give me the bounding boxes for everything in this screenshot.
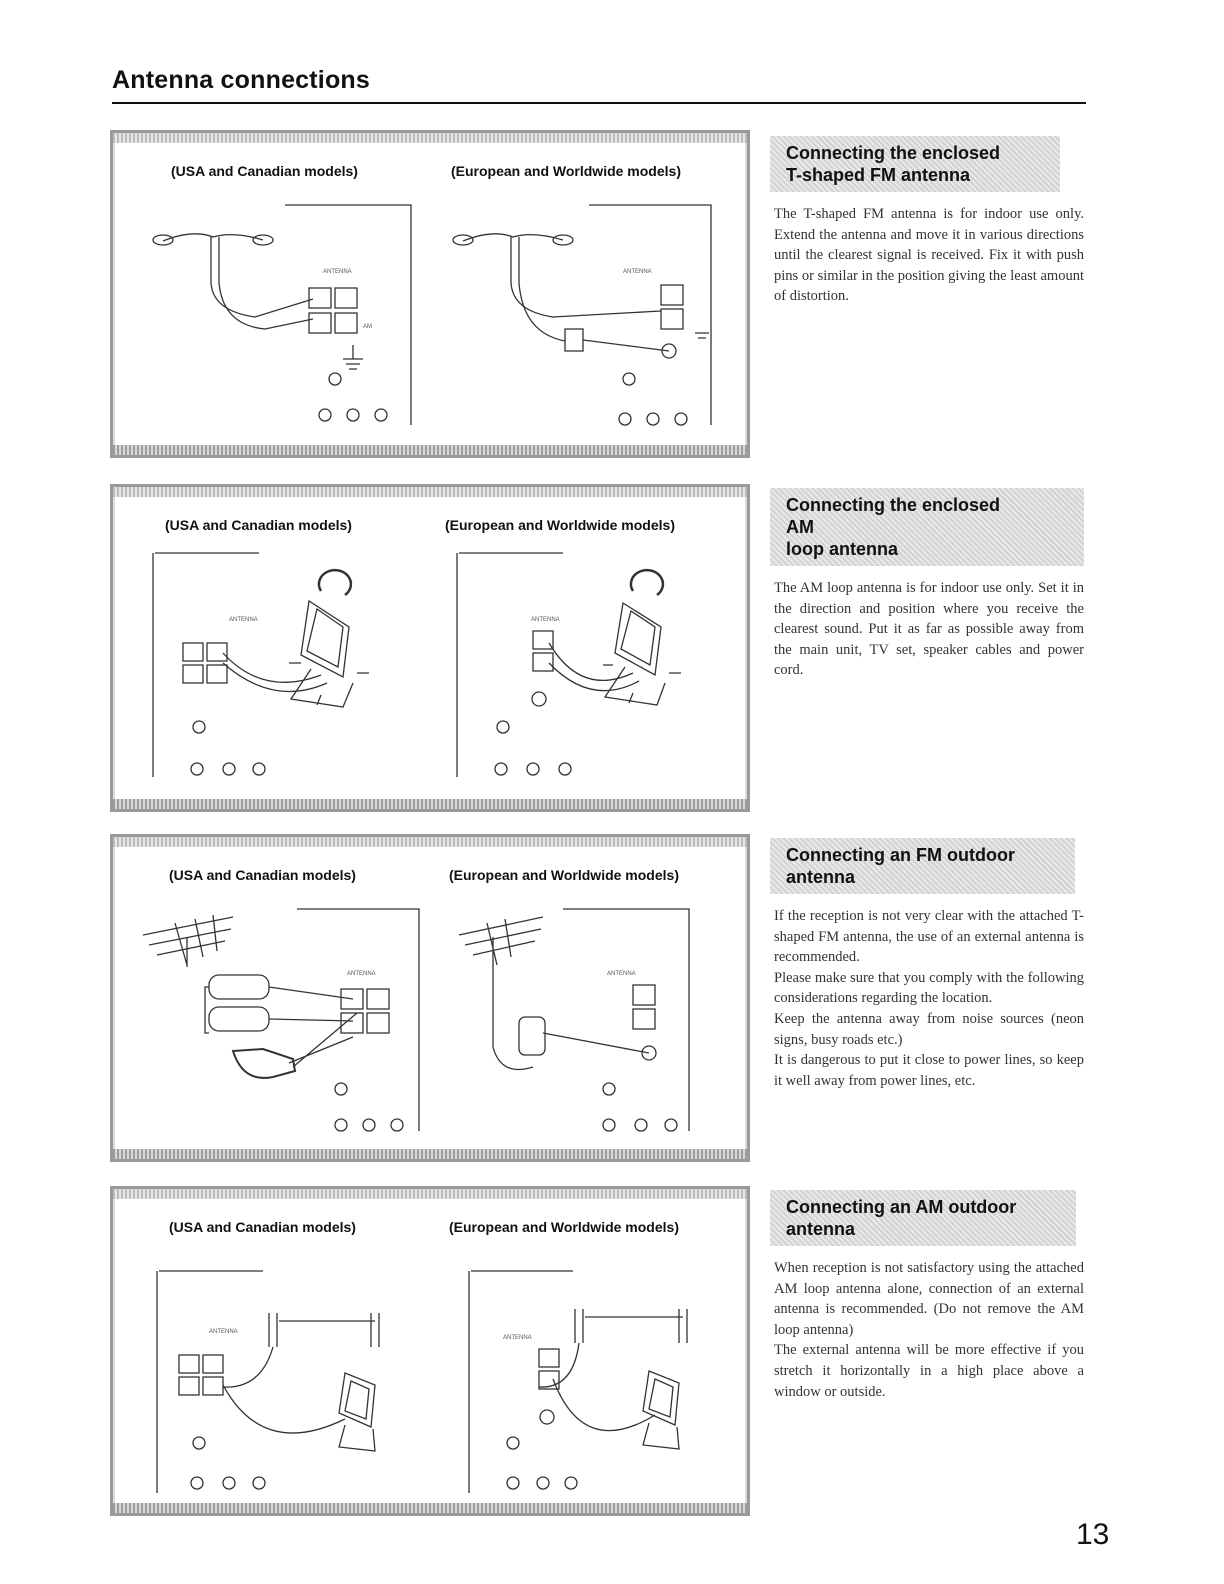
- receiver-panel-outline: [457, 553, 563, 777]
- section-am-loop-antenna: [770, 488, 1084, 681]
- heading-line: antenna: [786, 867, 856, 887]
- section-heading: [770, 838, 1075, 894]
- section-heading: [770, 1190, 1076, 1246]
- antenna-terminal-label: ANTENNA: [607, 971, 636, 977]
- section-heading: [770, 488, 1084, 566]
- heading-line: Connecting the enclosed AM: [786, 495, 1001, 537]
- section-heading: [770, 136, 1060, 192]
- fm-t-antenna-diagram: [113, 133, 753, 461]
- heading-line: Connecting an AM outdoor: [786, 1197, 1017, 1217]
- receiver-panel-outline: [563, 909, 689, 1131]
- antenna-terminal-label: ANTENNA: [531, 617, 560, 623]
- feeder-upper: [211, 237, 313, 317]
- outdoor-am-wire: [269, 1313, 379, 1347]
- paragraph: Please make sure that you comply with the following considerations regarding the location.: [774, 969, 1084, 1007]
- section-am-outdoor-antenna: [770, 1190, 1084, 1402]
- left-model-caption: (USA and Canadian models): [171, 163, 358, 179]
- antenna-terminal-label: ANTENNA: [323, 269, 352, 275]
- am-loop-antenna-diagram-panel: [110, 484, 750, 812]
- paragraph: If the reception is not very clear with the attached T-shaped FM antenna, the use of an external antenna is recommended.: [774, 908, 1084, 966]
- lead-in-wire: [223, 1347, 273, 1387]
- section-fm-t-antenna: [770, 136, 1084, 307]
- paragraph: When reception is not satisfactory using the attached AM loop antenna alone, connection of an external antenna is recommended. (Do not remove the AM loop antenna): [774, 1260, 1084, 1338]
- paragraph: Keep the antenna away from noise sources (neon signs, busy roads etc.): [774, 1010, 1084, 1048]
- receiver-panel-outline: [153, 553, 259, 777]
- left-model-caption: (USA and Canadian models): [169, 1219, 356, 1235]
- antenna-terminal-label: ANTENNA: [209, 1329, 238, 1335]
- right-model-caption: (European and Worldwide models): [445, 517, 675, 533]
- left-model-caption: (USA and Canadian models): [165, 517, 352, 533]
- heading-line: Connecting the enclosed: [786, 143, 1001, 163]
- paragraph: The T-shaped FM antenna is for indoor use only. Extend the antenna and move it in various directions until the clearest signal is received. Fix it with push pins or similar in the position giving the least amount of distortion.: [774, 206, 1084, 305]
- antenna-terminal-label: ANTENNA: [503, 1335, 532, 1341]
- antenna-plug: [519, 1017, 545, 1055]
- am-terminal-label: AM: [363, 324, 372, 330]
- outdoor-fm-antenna: [143, 917, 233, 955]
- paragraph: It is dangerous to put it close to power lines, so keep it well away from power lines, etc.: [774, 1052, 1084, 1089]
- t-antenna-wire: [163, 234, 263, 241]
- left-model-caption: (USA and Canadian models): [169, 867, 356, 883]
- heading-line: T-shaped FM antenna: [786, 165, 971, 185]
- feeder-lower: [219, 237, 313, 329]
- antenna-terminal-label: ANTENNA: [623, 269, 652, 275]
- right-model-caption: (European and Worldwide models): [449, 867, 679, 883]
- section-body: [770, 906, 1084, 1091]
- page-number: 13: [1076, 1518, 1110, 1551]
- am-outdoor-antenna-diagram: [113, 1189, 753, 1519]
- receiver-panel-outline: [589, 205, 711, 425]
- receiver-panel-outline: [285, 205, 411, 425]
- am-outdoor-antenna-diagram-panel: [110, 1186, 750, 1516]
- section-body: [770, 204, 1084, 307]
- section-fm-outdoor-antenna: [770, 838, 1084, 1091]
- fm-outdoor-antenna-diagram: [113, 837, 753, 1165]
- heading-line: Connecting an FM outdoor: [786, 845, 1015, 865]
- coaxial-cable: [209, 975, 269, 999]
- fm-t-antenna-diagram-panel: [110, 130, 750, 458]
- heading-line: loop antenna: [786, 539, 898, 559]
- right-model-caption: (European and Worldwide models): [449, 1219, 679, 1235]
- fm-outdoor-antenna-diagram-panel: [110, 834, 750, 1162]
- page-title: Antenna connections: [112, 66, 370, 94]
- right-model-caption: (European and Worldwide models): [451, 163, 681, 179]
- receiver-panel-outline: [469, 1271, 573, 1493]
- am-loop-antenna-diagram: [113, 487, 753, 815]
- antenna-terminal-label: ANTENNA: [229, 617, 258, 623]
- section-body: [770, 578, 1084, 681]
- section-body: [770, 1258, 1084, 1402]
- paragraph: The AM loop antenna is for indoor use only. Set it in the direction and position where you receive the clearest sound. Put it as far as possible away from the main unit, TV set, speaker cables and power cord.: [774, 580, 1084, 679]
- title-rule: [112, 102, 1086, 104]
- paragraph: The external antenna will be more effective if you stretch it horizontally in a high place above a window or outside.: [774, 1342, 1084, 1400]
- antenna-terminal-label: ANTENNA: [347, 971, 376, 977]
- heading-line: antenna: [786, 1219, 856, 1239]
